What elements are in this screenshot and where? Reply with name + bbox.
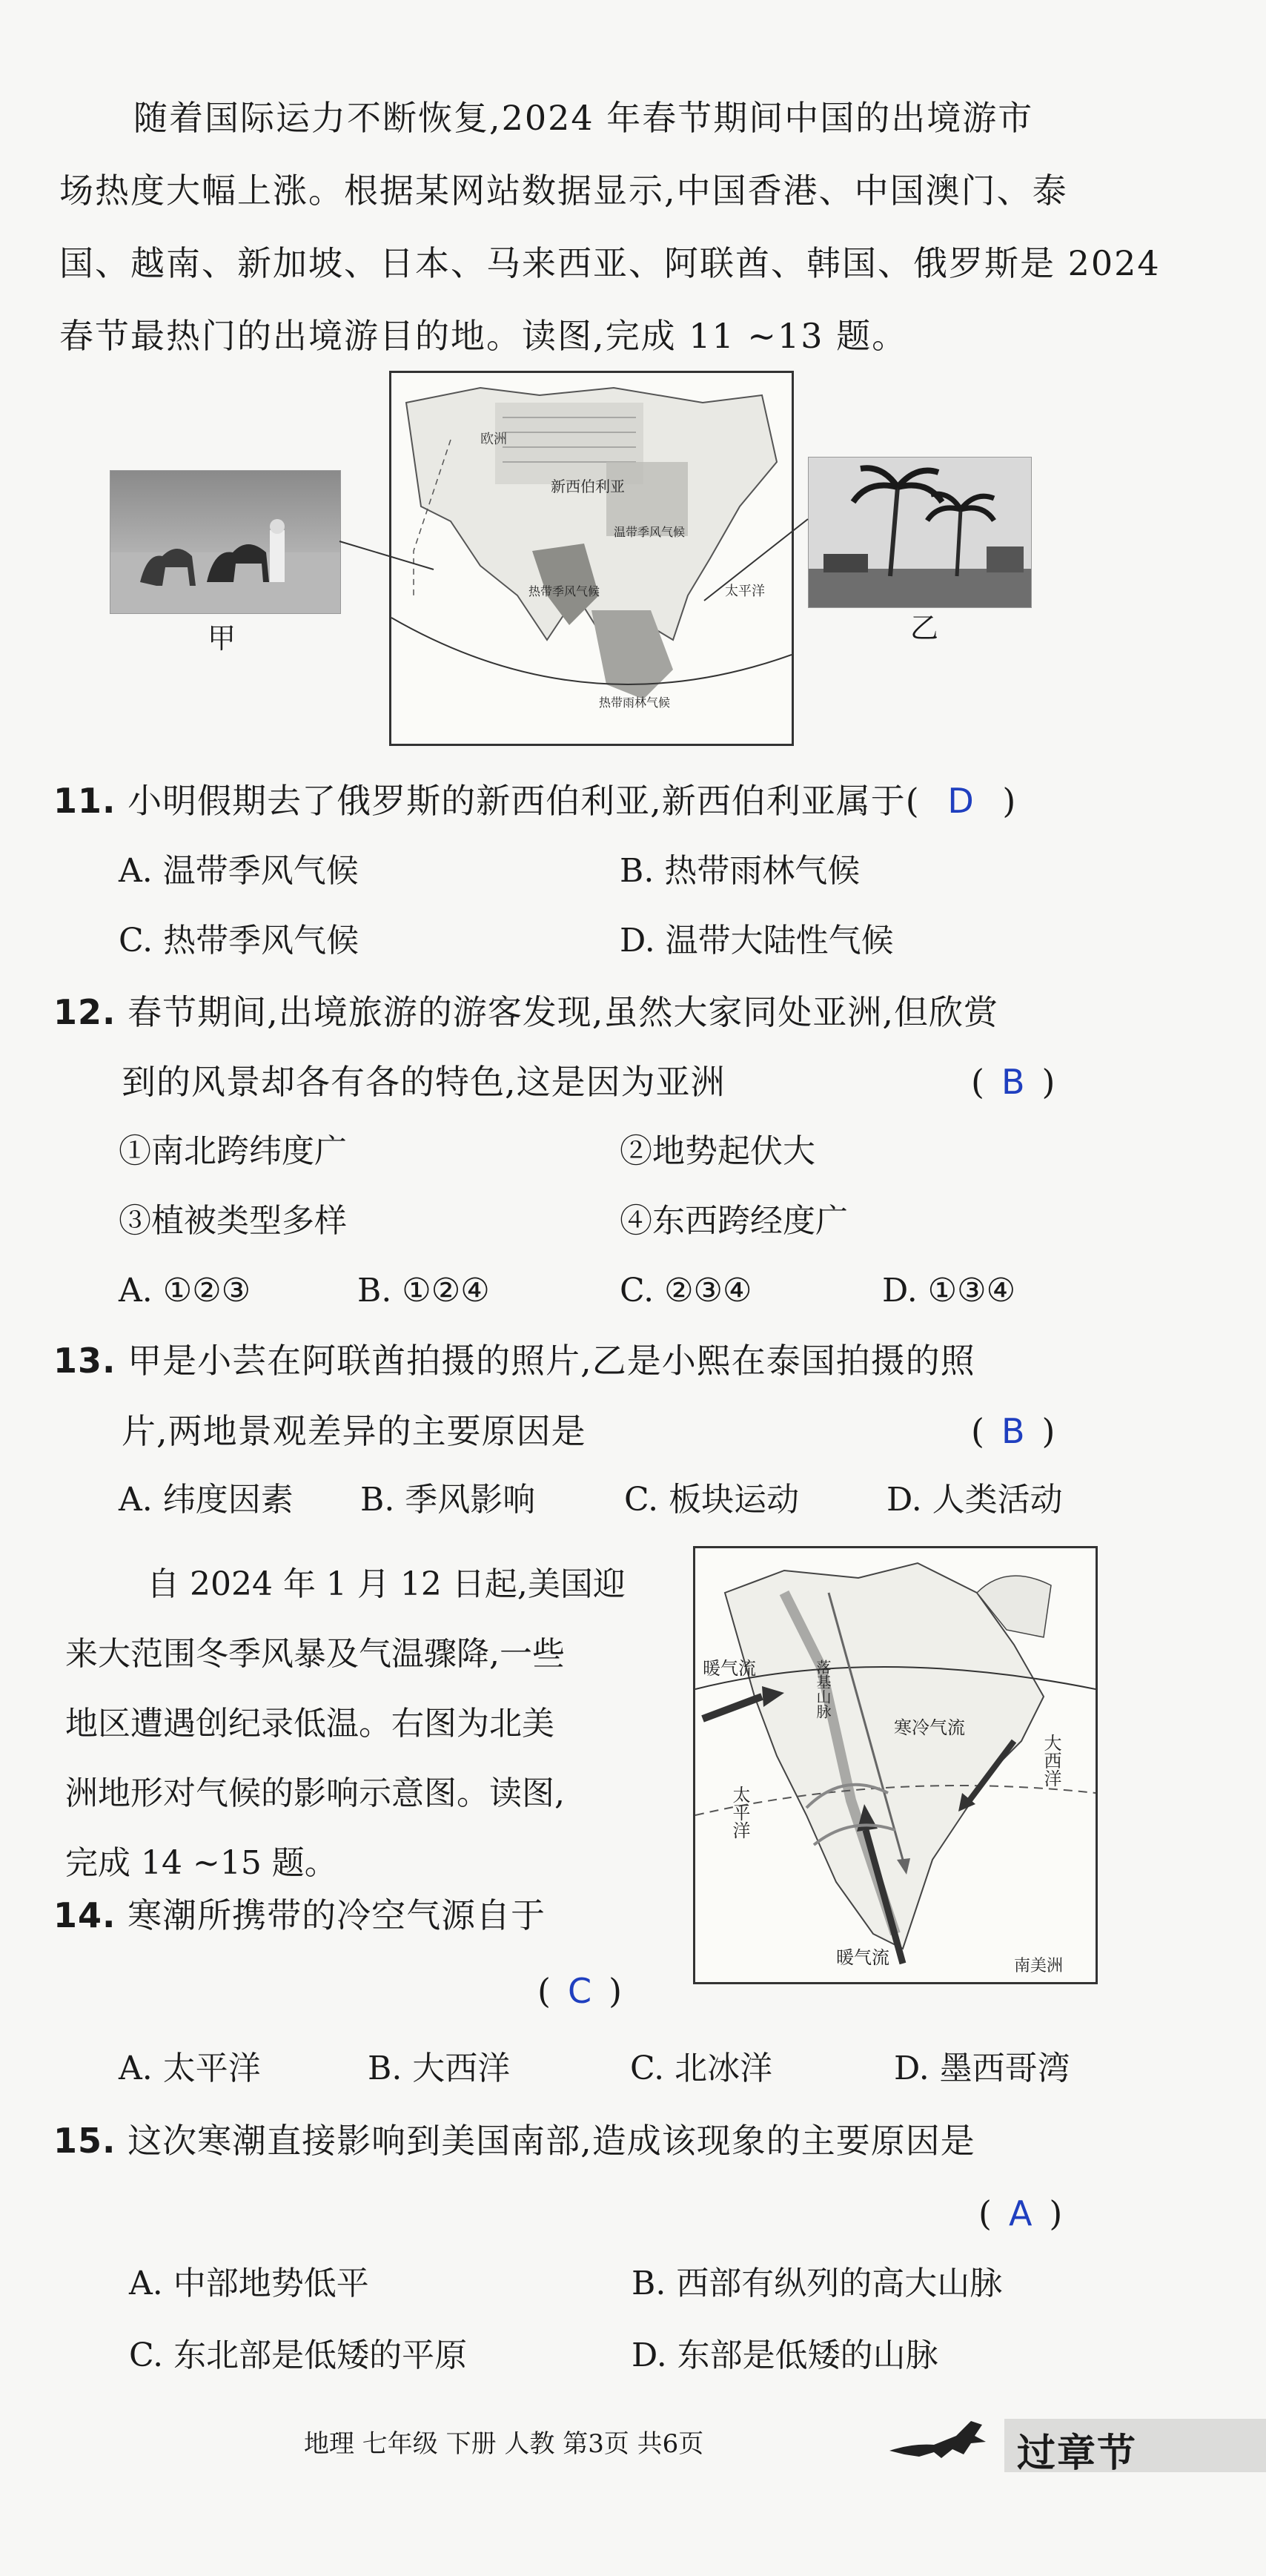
intro-line-2: 场热度大幅上涨。根据某网站数据显示,中国香港、中国澳门、泰: [59, 171, 1068, 211]
q15-option-b: B. 西部有纵列的高大山脉: [632, 2265, 1003, 2302]
q15-option-d: D. 东部是低矮的山脉: [632, 2336, 938, 2374]
q12-item-3: ③植被类型多样: [119, 1202, 347, 1240]
map2-south-america: 南美洲: [1014, 1957, 1064, 1975]
q13-option-c: C. 板块运动: [624, 1481, 800, 1519]
q15-open: (: [978, 2193, 992, 2233]
q15-answer: A: [1008, 2193, 1033, 2233]
intro-line-1: 随着国际运力不断恢复,2024 年春节期间中国的出境游市: [133, 98, 1034, 138]
map-label-siberia: 新西伯利亚: [551, 478, 625, 495]
q15-number: 15.: [53, 2121, 116, 2161]
question-14: [53, 1897, 546, 1934]
intro2-line-4: 洲地形对气候的影响示意图。读图,: [65, 1774, 565, 1812]
q13-option-b: B. 季风影响: [360, 1481, 536, 1519]
q15-option-c: C. 东北部是低矮的平原: [129, 2336, 468, 2374]
q13-open: (: [971, 1411, 985, 1451]
q12-answer-bracket: [971, 1063, 1055, 1100]
question-15: [53, 2122, 975, 2159]
caption-yi: 乙: [910, 612, 939, 644]
q11-close: ): [1002, 781, 1017, 821]
footer-brand: 过章节: [1017, 2431, 1138, 2476]
q15-answer-bracket: [978, 2195, 1063, 2232]
intro-line-3: 国、越南、新加坡、日本、马来西亚、阿联酋、韩国、俄罗斯是 2024: [59, 243, 1161, 283]
q14-number: 14.: [53, 1895, 116, 1935]
map-label-pacific: 太平洋: [725, 584, 765, 599]
q11-option-d: D. 温带大陆性气候: [620, 922, 894, 960]
q15-option-a: A. 中部地势低平: [129, 2265, 369, 2302]
north-america-map: [693, 1546, 1098, 1984]
q12-option-d: D. ①③④: [882, 1272, 1016, 1310]
q12-option-c: C. ②③④: [620, 1272, 752, 1310]
q14-text: 寒潮所携带的冷空气源自于: [127, 1895, 546, 1935]
intro2-paragraph: [65, 1550, 673, 1898]
q12-line1: 春节期间,出境旅游的游客发现,虽然大家同处亚洲,但欣赏: [127, 992, 998, 1032]
q13-option-d: D. 人类活动: [886, 1481, 1063, 1519]
q14-close: ): [609, 1971, 623, 2011]
map2-mountain: 落基山脉: [814, 1659, 832, 1719]
q13-answer-bracket: [971, 1413, 1055, 1450]
q12-open: (: [971, 1062, 985, 1102]
q12-item-1: ①南北跨纬度广: [119, 1132, 347, 1170]
figure1-connector-lines: [0, 0, 1266, 816]
map2-atlantic: 大西洋: [1041, 1734, 1061, 1787]
q15-text: 这次寒潮直接影响到美国南部,造成该现象的主要原因是: [127, 2121, 975, 2161]
caption-jia: 甲: [208, 622, 236, 655]
map2-cold: 寒冷气流: [894, 1717, 965, 1738]
q14-option-d: D. 墨西哥湾: [894, 2050, 1070, 2087]
q13-line2: 片,两地景观差异的主要原因是: [122, 1411, 586, 1451]
map-label-temperate-monsoon: 温带季风气候: [614, 525, 686, 539]
q12-line2: 到的风景却各有各的特色,这是因为亚洲: [122, 1062, 726, 1102]
q12-number: 12.: [53, 992, 116, 1032]
intro2-line-3: 地区遭遇创纪录低温。右图为北美: [65, 1705, 554, 1743]
intro2-line-2: 来大范围冬季风暴及气温骤降,一些: [65, 1635, 565, 1673]
q13-close: ): [1041, 1411, 1056, 1451]
q14-open: (: [537, 1971, 551, 2011]
q13-number: 13.: [53, 1341, 116, 1381]
q13-option-a: A. 纬度因素: [119, 1481, 294, 1519]
question-12: [53, 994, 998, 1031]
map-label-europe: 欧洲: [480, 432, 507, 447]
q12-option-a: A. ①②③: [119, 1272, 251, 1310]
q14-answer-bracket: [537, 1972, 623, 2009]
q14-answer: C: [567, 1971, 593, 2011]
map2-warm-west: 暖气流: [703, 1658, 756, 1679]
intro2-line-1: 自 2024 年 1 月 12 日起,美国迎: [147, 1565, 626, 1603]
q11-option-c: C. 热带季风气候: [119, 922, 359, 960]
q14-option-c: C. 北冰洋: [630, 2050, 773, 2087]
map-label-tropical-rainforest: 热带雨林气候: [599, 696, 671, 710]
q11-option-b: B. 热带雨林气候: [620, 852, 861, 890]
intro-line-4: 春节最热门的出境游目的地。读图,完成 11 ~13 题。: [59, 316, 908, 356]
q13-line1: 甲是小芸在阿联酋拍摄的照片,乙是小熙在泰国拍摄的照: [127, 1341, 975, 1381]
q11-number: 11.: [53, 781, 116, 821]
q12-option-b: B. ①②④: [357, 1272, 490, 1310]
question-11: [53, 782, 1016, 819]
q11-answer: D: [947, 781, 975, 821]
horse-icon: [882, 2414, 1008, 2466]
q14-option-b: B. 大西洋: [368, 2050, 511, 2087]
q11-text: 小明假期去了俄罗斯的新西伯利亚,新西伯利亚属于(: [127, 781, 920, 821]
question-13: [53, 1342, 975, 1379]
map2-warm-south: 暖气流: [836, 1947, 889, 1968]
q11-option-a: A. 温带季风气候: [119, 852, 359, 890]
q14-option-a: A. 太平洋: [119, 2050, 261, 2087]
q15-close: ): [1049, 2193, 1064, 2233]
intro2-line-5: 完成 14 ~15 题。: [65, 1844, 337, 1882]
q12-close: ): [1041, 1062, 1056, 1102]
map2-pacific: 太平洋: [729, 1786, 750, 1839]
q13-answer: B: [1001, 1411, 1026, 1451]
q12-item-2: ②地势起伏大: [620, 1132, 815, 1170]
map-label-tropical-monsoon: 热带季风气候: [528, 584, 600, 598]
footer-info: 地理 七年级 下册 人教 第3页 共6页: [304, 2429, 704, 2459]
q12-item-4: ④东西跨经度广: [620, 1202, 848, 1240]
q12-answer: B: [1001, 1062, 1026, 1102]
